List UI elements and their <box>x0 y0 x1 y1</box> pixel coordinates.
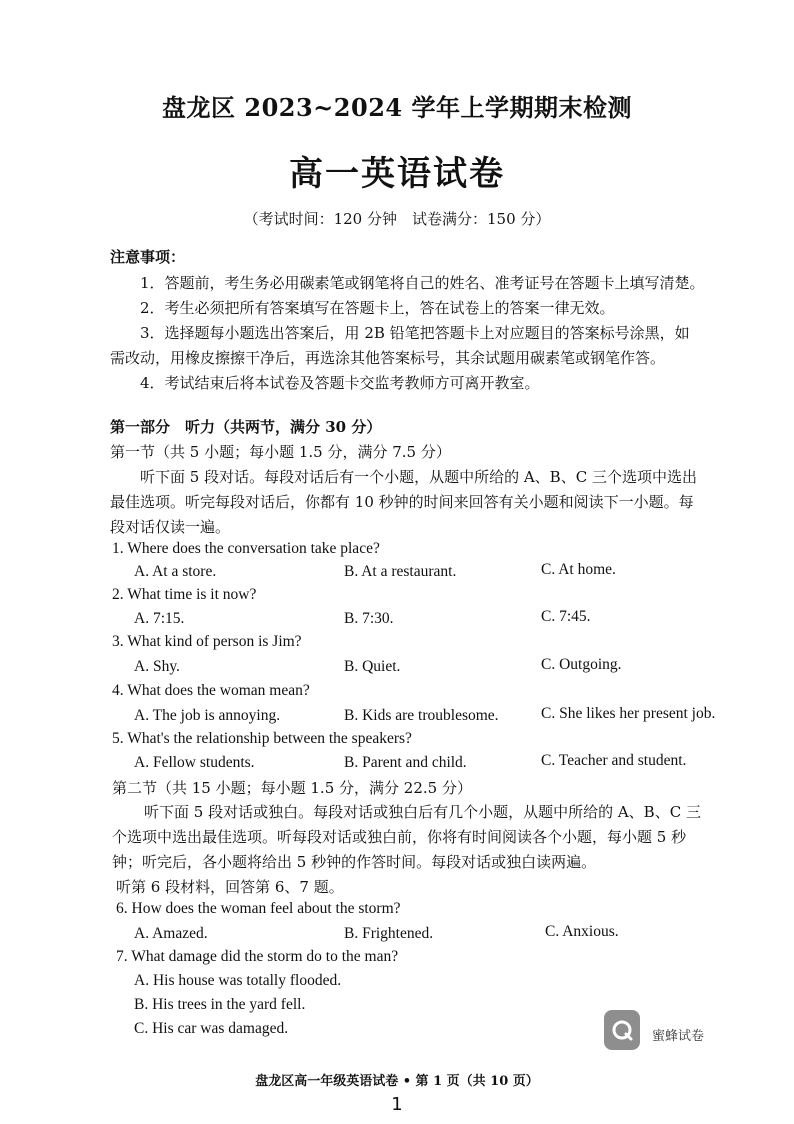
page-number: 1 <box>391 1094 403 1115</box>
option-c: C. Outgoing. <box>541 656 622 673</box>
option-a: A. The job is annoying. <box>134 707 281 724</box>
section1-instruction: 听下面 5 段对话。每段对话后有一个小题，从题中所给的 A、B、C 三个选项中选出 <box>140 468 697 486</box>
watermark-text: 蜜蜂试卷 <box>652 1029 705 1044</box>
exam-info: （考试时间：120 分钟 试卷满分：150 分） <box>243 210 551 228</box>
section2-heading: 第二节（共 15 小题；每小题 1.5 分，满分 22.5 分） <box>112 779 472 797</box>
notice-item: 4．考试结束后将本试卷及答题卡交监考教师方可离开教室。 <box>140 374 540 392</box>
notice-item: 2．考生必须把所有答案填写在答题卡上，答在试卷上的答案一律无效。 <box>140 299 615 317</box>
option-b: B. 7:30. <box>344 610 394 627</box>
question-3: 3. What kind of person is Jim? <box>112 633 302 650</box>
bee-logo-icon <box>604 1010 640 1050</box>
section2-instruction: 个选项中选出最佳选项。听每段对话或独白前，你将有时间阅读各个小题，每小题 5 秒 <box>112 828 687 846</box>
question-4: 4. What does the woman mean? <box>112 682 310 699</box>
material-note: 听第 6 段材料，回答第 6、7 题。 <box>116 878 344 896</box>
option-b: B. Quiet. <box>344 658 401 675</box>
option-a: A. Amazed. <box>134 925 208 942</box>
option-c: C. Teacher and student. <box>541 752 687 769</box>
option-b: B. At a restaurant. <box>344 563 457 580</box>
option-a: A. His house was totally flooded. <box>134 972 342 989</box>
option-c: C. Anxious. <box>545 923 619 940</box>
option-c: C. 7:45. <box>541 608 591 625</box>
option-b: B. Kids are troublesome. <box>344 707 499 724</box>
section2-instruction: 听下面 5 段对话或独白。每段对话或独白后有几个小题，从题中所给的 A、B、C 三 <box>144 803 701 821</box>
section1-instruction: 最佳选项。听完每段对话后，你都有 10 秒钟的时间来回答有关小题和阅读下一小题。每 <box>110 493 694 511</box>
exam-title: 盘龙区 2023~2024 学年上学期期末检测 <box>162 93 632 122</box>
exam-subtitle: 高一英语试卷 <box>289 154 505 194</box>
notice-item: 1．答题前，考生务必用碳素笔或钢笔将自己的姓名、准考证号在答题卡上填写清楚。 <box>140 274 705 292</box>
notice-heading: 注意事项： <box>110 248 186 266</box>
option-b: B. Frightened. <box>344 925 434 942</box>
option-a: A. At a store. <box>134 563 217 580</box>
question-1: 1. Where does the conversation take place? <box>112 540 380 557</box>
question-2: 2. What time is it now? <box>112 586 257 603</box>
part1-heading: 第一部分 听力（共两节，满分 30 分） <box>110 418 382 436</box>
option-c: C. She likes her present job. <box>541 705 716 722</box>
option-c: C. At home. <box>541 561 616 578</box>
section2-instruction: 钟；听完后，各小题将给出 5 秒钟的作答时间。每段对话或独白读两遍。 <box>112 853 597 871</box>
question-6: 6. How does the woman feel about the storm? <box>116 900 401 917</box>
question-7: 7. What damage did the storm do to the man? <box>116 948 399 965</box>
option-b: B. Parent and child. <box>344 754 467 771</box>
question-5: 5. What's the relationship between the speakers? <box>112 730 412 747</box>
option-c: C. His car was damaged. <box>134 1020 289 1037</box>
section1-heading: 第一节（共 5 小题；每小题 1.5 分，满分 7.5 分） <box>110 443 451 461</box>
notice-item: 3．选择题每小题选出答案后，用 2B 铅笔把答题卡上对应题目的答案标号涂黑，如 <box>140 324 690 342</box>
section1-instruction: 段对话仅读一遍。 <box>110 518 231 536</box>
notice-item: 需改动，用橡皮擦擦干净后，再选涂其他答案标号，其余试题用碳素笔或钢笔作答。 <box>110 349 666 367</box>
option-a: A. 7:15. <box>134 610 185 627</box>
page-footer: 盘龙区高一年级英语试卷 • 第 1 页（共 10 页） <box>255 1074 539 1089</box>
option-a: A. Shy. <box>134 658 180 675</box>
option-a: A. Fellow students. <box>134 754 255 771</box>
option-b: B. His trees in the yard fell. <box>134 996 306 1013</box>
